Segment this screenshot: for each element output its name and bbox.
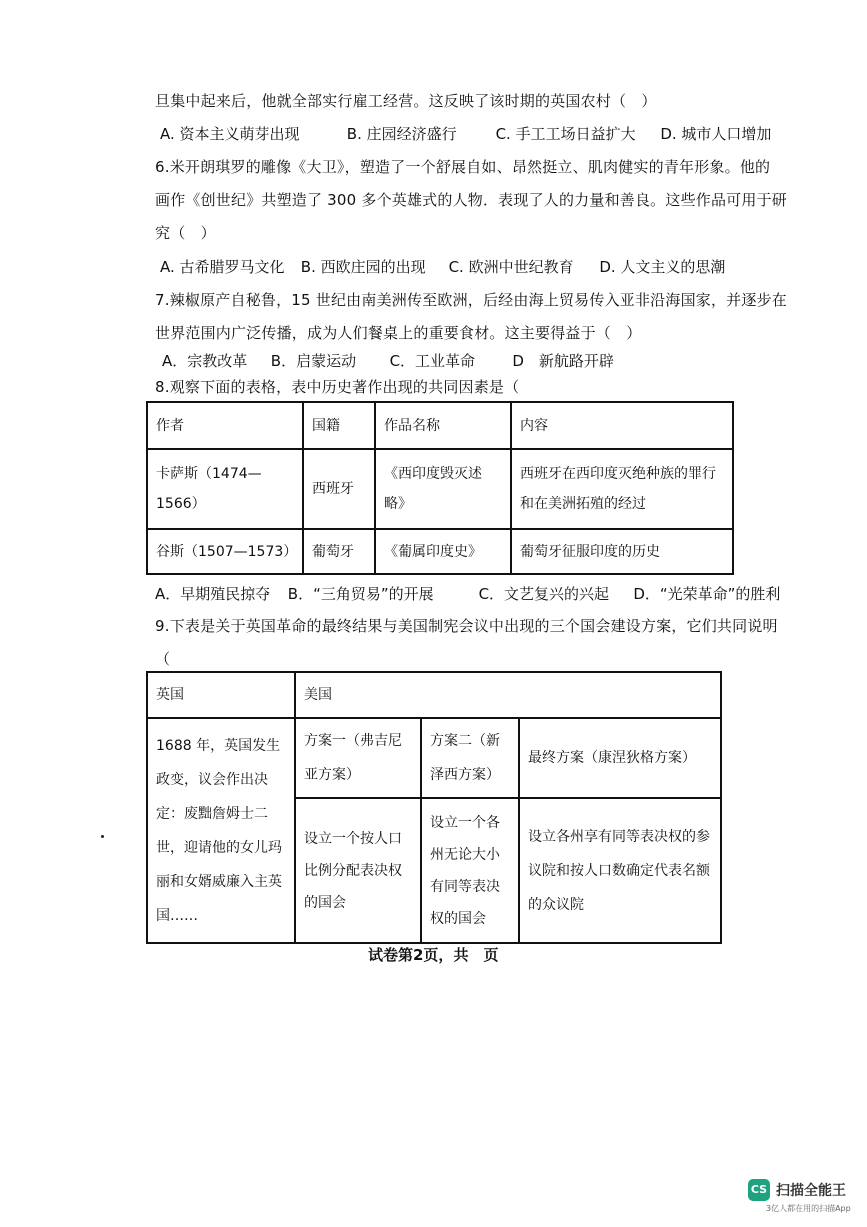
table-row (147, 529, 733, 574)
q6-option-d: D. 人文主义的思潮 (599, 258, 726, 276)
q7-option-a: A．宗教改革 (162, 352, 248, 370)
q5-stem-continuation: 旦集中起来后，他就全部实行雇工经营。这反映了该时期的英国农村（ ） (155, 92, 657, 110)
q8-option-d: D．“光荣革命”的胜利 (633, 585, 781, 603)
q7-option-b: B．启蒙运动 (270, 352, 357, 370)
q8-table-header-row (147, 402, 733, 449)
q8-cell-author: 卡萨斯（1474—1566） (147, 449, 303, 529)
q5-option-b: B. 庄园经济盛行 (346, 125, 457, 143)
q8-header-author: 作者 (147, 402, 303, 449)
q9-plan3-title: 最终方案（康涅狄格方案） (519, 718, 721, 798)
q7-option-c: C．工业革命 (389, 352, 476, 370)
q8-table (146, 401, 734, 575)
q9-plan1-content: 设立一个按人口比例分配表决权的国会 (295, 798, 421, 943)
stray-dot (101, 835, 104, 838)
q9-header-uk: 英国 (147, 672, 295, 718)
q7-stem-line2: 世界范围内广泛传播，成为人们餐桌上的重要食材。这主要得益于（ ） (155, 324, 642, 342)
table-row (147, 449, 733, 529)
q9-table (146, 671, 722, 944)
q6-stem-line2: 画作《创世纪》共塑造了 300 多个英雄式的人物．表现了人的力量和善良。这些作品可用于研 (155, 191, 787, 209)
q8-header-nationality: 国籍 (303, 402, 375, 449)
q9-stem-line1: 9.下表是关于英国革命的最终结果与美国制宪会议中出现的三个国会建设方案，它们共同说明 (155, 617, 778, 635)
q8-cell-work: 《西印度毁灭述略》 (375, 449, 511, 529)
q8-cell-work: 《葡属印度史》 (375, 529, 511, 574)
q5-options (160, 123, 771, 144)
q8-cell-nationality: 葡萄牙 (303, 529, 375, 574)
q6-option-b: B. 西欧庄园的出现 (300, 258, 426, 276)
q9-plan1-title: 方案一（弗吉尼亚方案） (295, 718, 421, 798)
q5-option-d: D. 城市人口增加 (660, 125, 772, 143)
camscanner-name: 扫描全能王 (776, 1183, 846, 1199)
q6-stem-line3: 究（ ） (155, 224, 216, 242)
q6-stem-line1: 6.米开朗琪罗的雕像《大卫》，塑造了一个舒展自如、昂然挺立、肌肉健实的青年形象。他的 (155, 158, 771, 176)
q8-option-a: A．早期殖民掠夺 (155, 585, 271, 603)
q8-header-work: 作品名称 (375, 402, 511, 449)
q9-plan2-title: 方案二（新泽西方案） (421, 718, 519, 798)
q9-plan2-content: 设立一个各州无论大小有同等表决权的国会 (421, 798, 519, 943)
q9-table-header-row (147, 672, 721, 718)
q7-options (162, 350, 614, 371)
q9-stem-line2: （ (155, 650, 171, 668)
q8-options (155, 583, 780, 604)
q8-stem: 8.观察下面的表格，表中历史著作出现的共同因素是（ (155, 378, 520, 396)
q5-option-c: C. 手工工场日益扩大 (495, 125, 636, 143)
q9-header-us: 美国 (295, 672, 721, 718)
camscanner-logo-icon: CS (748, 1179, 770, 1201)
q8-option-b: B．“三角贸易”的开展 (287, 585, 434, 603)
q6-option-c: C. 欧洲中世纪教育 (448, 258, 574, 276)
q8-option-c: C．文艺复兴的兴起 (478, 585, 610, 603)
q8-cell-content: 西班牙在西印度灭绝种族的罪行和在美洲拓殖的经过 (511, 449, 733, 529)
q8-cell-author: 谷斯（1507—1573） (147, 529, 303, 574)
q8-header-content: 内容 (511, 402, 733, 449)
q7-option-d: D 新航路开辟 (512, 352, 614, 370)
q8-cell-nationality: 西班牙 (303, 449, 375, 529)
q6-option-a: A. 古希腊罗马文化 (160, 258, 285, 276)
q7-stem-line1: 7.辣椒原产自秘鲁，15 世纪由南美洲传至欧洲，后经由海上贸易传入亚非沿海国家，并逐步在 (155, 291, 787, 309)
q9-uk-text: 1688 年，英国发生政变，议会作出决定：废黜詹姆士二世，迎请他的女儿玛丽和女婿威廉入主英国…… (147, 718, 295, 943)
q6-options (160, 256, 725, 277)
q9-plan3-content: 设立各州享有同等表决权的参议院和按人口数确定代表名额的众议院 (519, 798, 721, 943)
q8-cell-content: 葡萄牙征服印度的历史 (511, 529, 733, 574)
page-footer: 试卷第2页，共 页 (368, 946, 499, 964)
camscanner-tagline: 3亿人都在用的扫描App (766, 1204, 851, 1213)
q5-option-a: A. 资本主义萌芽出现 (160, 125, 300, 143)
q9-plan-title-row (147, 718, 721, 798)
